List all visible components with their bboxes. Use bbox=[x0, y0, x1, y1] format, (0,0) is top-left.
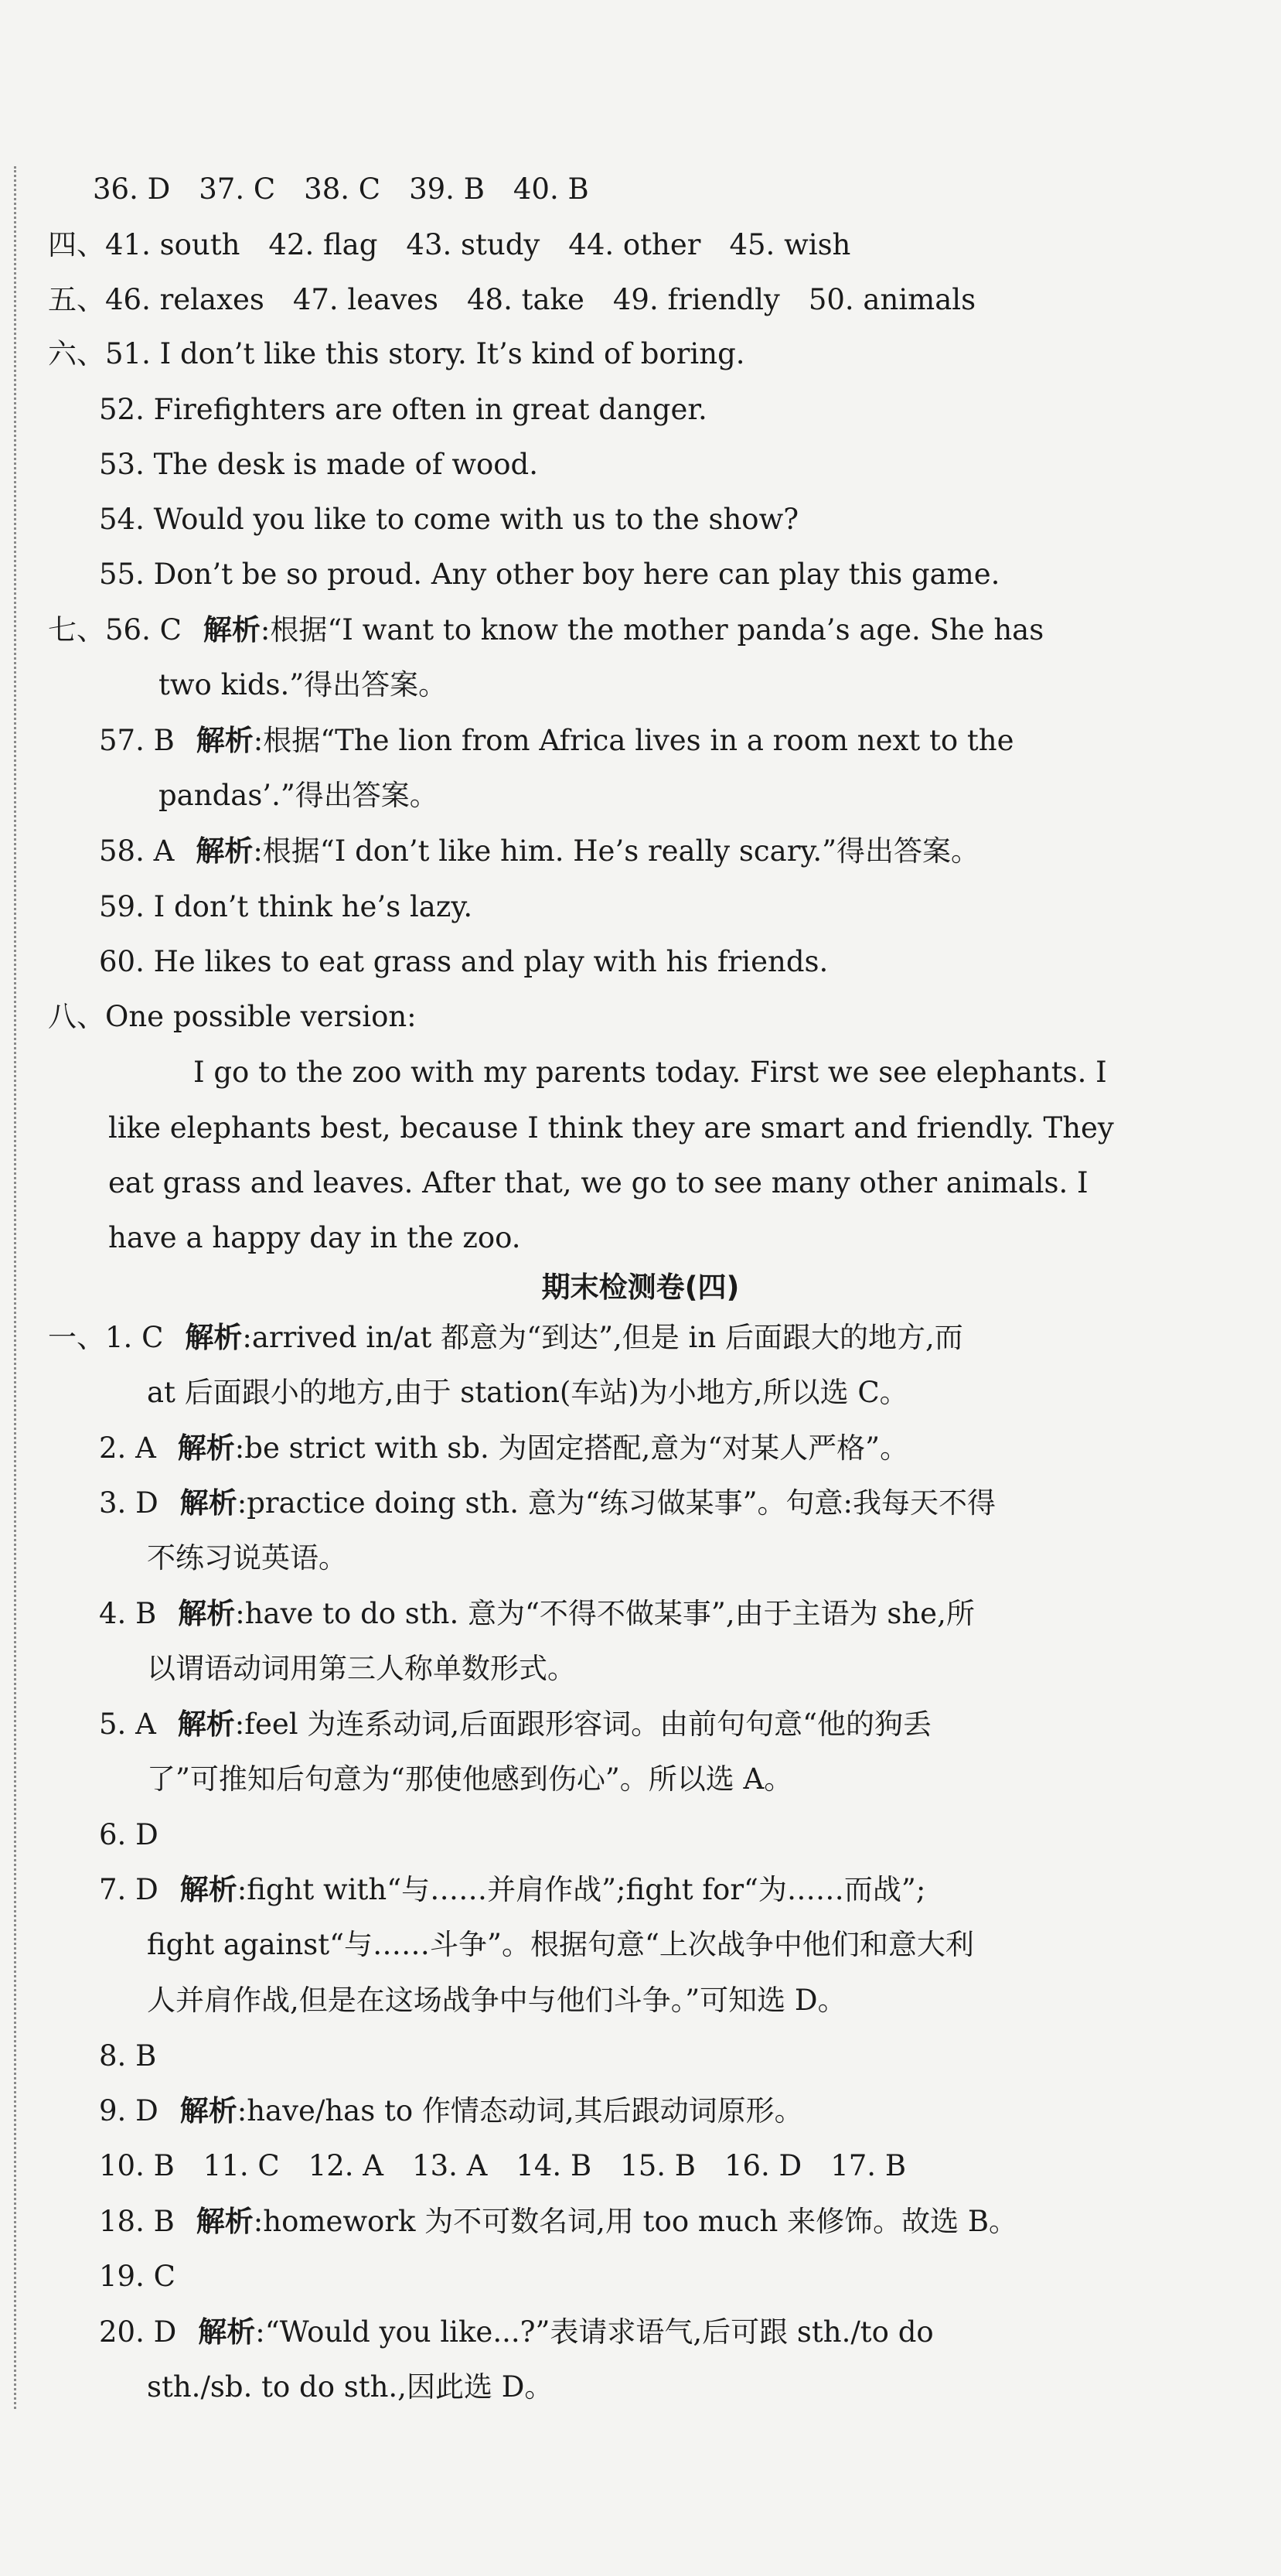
item-4 bbox=[99, 1595, 975, 1633]
analysis-text: :根据“I don’t like him. He’s really scary.”得出答案。 bbox=[253, 834, 980, 868]
question-number: 4. B bbox=[99, 1597, 157, 1630]
question-number: 七、56. C bbox=[48, 613, 182, 647]
item-18 bbox=[99, 2202, 1017, 2241]
essay-line-1: I go to the zoo with my parents today. First we see elephants. I bbox=[193, 1056, 1107, 1089]
item-20 bbox=[99, 2313, 934, 2352]
answer-line-60: 60. He likes to eat grass and play with his friends. bbox=[99, 945, 829, 978]
analysis-label: 解析 bbox=[196, 2205, 254, 2238]
answer-line-36-40: 36. D 37. C 38. C 39. B 40. B bbox=[93, 172, 589, 206]
item-1-cont: at 后面跟小的地方,由于 station(车站)为小地方,所以选 C。 bbox=[147, 1376, 908, 1409]
analysis-label: 解析 bbox=[196, 834, 254, 868]
item-7 bbox=[99, 1871, 925, 1909]
section-title: 期末检测卷(四) bbox=[541, 1271, 740, 1304]
item-7-cont-1: fight against“与……斗争”。根据句意“上次战争中他们和意大利 bbox=[147, 1928, 974, 1961]
analysis-text: :feel 为连系动词,后面跟形容词。由前句句意“他的狗丢 bbox=[234, 1708, 932, 1741]
analysis-text: :fight with“与……并肩作战”;fight for“为……而战”; bbox=[237, 1873, 926, 1906]
analysis-label: 解析 bbox=[178, 1597, 236, 1630]
answer-line-51: 六、51. I don’t like this story. It’s kind of boring. bbox=[48, 337, 745, 370]
question-number: 2. A bbox=[99, 1431, 156, 1465]
question-number: 57. B bbox=[99, 724, 175, 757]
question-number: 9. D bbox=[99, 2094, 158, 2127]
item-3-cont: 不练习说英语。 bbox=[147, 1541, 347, 1575]
item-5-cont: 了”可推知后句意为“那使他感到伤心”。所以选 A。 bbox=[147, 1762, 793, 1796]
analysis-text: :homework 为不可数名词,用 too much 来修饰。故选 B。 bbox=[253, 2205, 1018, 2238]
item-3 bbox=[99, 1484, 996, 1523]
item-10-17: 10. B 11. C 12. A 13. A 14. B 15. B 16. D 17. B bbox=[99, 2149, 907, 2182]
answer-line-54: 54. Would you like to come with us to the show? bbox=[99, 503, 799, 536]
item-4-cont: 以谓语动词用第三人称单数形式。 bbox=[147, 1652, 576, 1685]
question-number: 一、1. C bbox=[48, 1321, 164, 1354]
analysis-text: :have to do sth. 意为“不得不做某事”,由于主语为 she,所 bbox=[235, 1597, 975, 1630]
question-number: 7. D bbox=[99, 1873, 158, 1906]
answer-line-55: 55. Don’t be so proud. Any other boy here can play this game. bbox=[99, 558, 1000, 591]
item-9 bbox=[99, 2092, 803, 2131]
analysis-text: :have/has to 作情态动词,其后跟动词原形。 bbox=[237, 2094, 803, 2127]
question-number: 20. D bbox=[99, 2315, 177, 2349]
analysis-text: :be strict with sb. 为固定搭配,意为“对某人严格”。 bbox=[234, 1431, 909, 1465]
item-8: 8. B bbox=[99, 2039, 157, 2073]
answer-line-56 bbox=[48, 611, 1044, 650]
analysis-text: :“Would you like...?”表请求语气,后可跟 sth./to do bbox=[255, 2315, 934, 2349]
essay-line-4: have a happy day in the zoo. bbox=[108, 1221, 521, 1254]
answer-line-41-45: 四、41. south 42. flag 43. study 44. other 45. wish bbox=[48, 228, 851, 261]
item-20-cont: sth./sb. to do sth.,因此选 D。 bbox=[147, 2370, 554, 2404]
analysis-label: 解析 bbox=[179, 1486, 237, 1520]
answer-line-46-50: 五、46. relaxes 47. leaves 48. take 49. friendly 50. animals bbox=[48, 283, 976, 316]
analysis-text: :arrived in/at 都意为“到达”,但是 in 后面跟大的地方,而 bbox=[242, 1321, 963, 1354]
item-5 bbox=[99, 1705, 932, 1744]
analysis-text: :根据“The lion from Africa lives in a room next to the bbox=[253, 724, 1014, 757]
analysis-text: :practice doing sth. 意为“练习做某事”。句意:我每天不得 bbox=[237, 1486, 997, 1520]
item-6: 6. D bbox=[99, 1818, 158, 1851]
question-number: 3. D bbox=[99, 1486, 158, 1520]
answer-line-56-cont: two kids.”得出答案。 bbox=[158, 668, 448, 701]
analysis-label: 解析 bbox=[198, 2315, 256, 2349]
analysis-text: :根据“I want to know the mother panda’s age. She has bbox=[260, 613, 1044, 647]
answer-line-57-cont: pandas’.”得出答案。 bbox=[158, 779, 438, 812]
analysis-label: 解析 bbox=[185, 1321, 243, 1354]
answer-line-53: 53. The desk is made of wood. bbox=[99, 448, 538, 481]
analysis-label: 解析 bbox=[177, 1431, 235, 1465]
answer-line-58 bbox=[99, 832, 979, 871]
item-7-cont-2: 人并肩作战,但是在这场战争中与他们斗争。”可知选 D。 bbox=[147, 1984, 847, 2017]
essay-line-3: eat grass and leaves. After that, we go to see many other animals. I bbox=[108, 1166, 1089, 1199]
answer-line-59: 59. I don’t think he’s lazy. bbox=[99, 890, 473, 923]
analysis-label: 解析 bbox=[179, 1873, 237, 1906]
question-number: 18. B bbox=[99, 2205, 175, 2238]
essay-heading: 八、One possible version: bbox=[48, 1000, 417, 1033]
answer-line-57 bbox=[99, 722, 1014, 760]
question-number: 5. A bbox=[99, 1708, 156, 1741]
item-19: 19. C bbox=[99, 2260, 175, 2293]
essay-line-2: like elephants best, because I think they are smart and friendly. They bbox=[108, 1111, 1114, 1145]
analysis-label: 解析 bbox=[196, 724, 254, 757]
item-2 bbox=[99, 1429, 908, 1468]
analysis-label: 解析 bbox=[179, 2094, 237, 2127]
question-number: 58. A bbox=[99, 834, 175, 868]
analysis-label: 解析 bbox=[177, 1708, 235, 1741]
answer-line-52: 52. Firefighters are often in great danger. bbox=[99, 393, 707, 426]
analysis-label: 解析 bbox=[203, 613, 261, 647]
item-1 bbox=[48, 1319, 963, 1357]
